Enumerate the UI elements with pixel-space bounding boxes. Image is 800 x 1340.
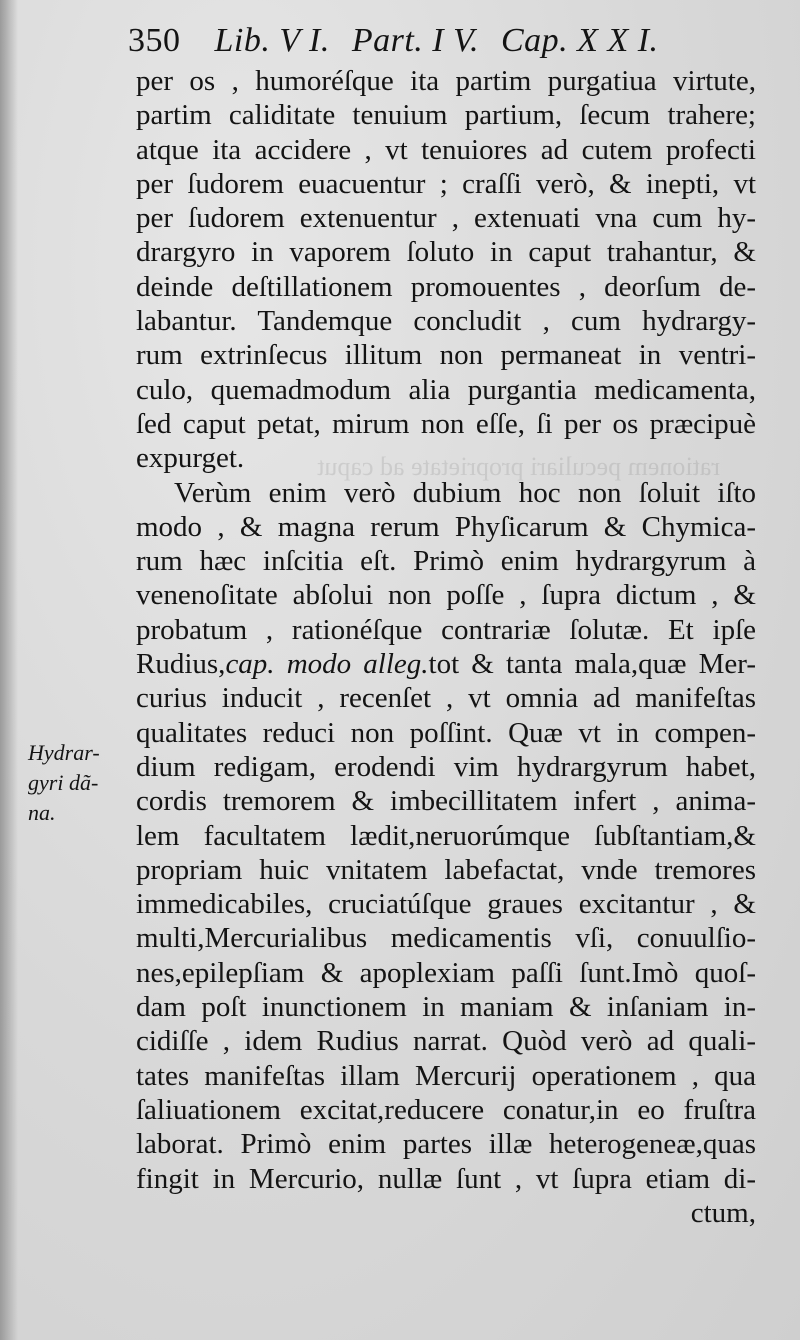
text-line: propriam huic vnitatem labefactat, vnde tremores	[136, 853, 756, 886]
text-line: nes,epilepſiam & apoplexiam paſſi ſunt.Imò quoſ-	[136, 956, 756, 989]
page-number: 350	[128, 22, 181, 59]
text-line: drargyro in vaporem ſoluto in caput trahantur, &	[136, 236, 756, 269]
text-line: curius inducit , recenſet , vt omnia ad manifeſtas	[136, 682, 756, 715]
text-line: cidiſſe , idem Rudius narrat. Quòd verò ad quali-	[136, 1025, 756, 1058]
text-line: rum extrinſecus illitum non permaneat in ventri-	[136, 339, 756, 372]
main-text-block	[136, 64, 756, 1230]
catchword-line: ctum,	[690, 1196, 756, 1229]
margin-note-line: Hydrar-	[28, 740, 100, 765]
text-line: ſed caput petat, mirum non eſſe, ſi per os præcipuè	[136, 407, 756, 440]
header-book: Lib. V I.	[214, 22, 330, 59]
text-line: dium redigam, erodendi vim hydrargyrum habet,	[136, 750, 756, 783]
paragraph-start-line: Verùm enim verò dubium hoc non ſoluit iſto	[174, 476, 756, 509]
text-line: multi,Mercurialibus medicamentis vſi, conuulſio-	[136, 922, 756, 955]
text-line: immedicabiles, cruciatúſque graues excitantur , &	[136, 888, 756, 921]
marginal-note	[28, 738, 128, 828]
text-line: partim caliditate tenuium partium, ſecum trahere;	[136, 99, 756, 132]
bleed-through-text: rationem peculiari proprietate ad caput	[317, 452, 720, 481]
text-line: atque ita accidere , vt tenuiores ad cutem profecti	[136, 133, 756, 166]
text-line: tates manifeſtas illam Mercurij operationem , qua	[136, 1059, 756, 1092]
text-line: rum hæc inſcitia eſt. Primò enim hydrargyrum à	[136, 545, 756, 578]
margin-note-line: gyri dã-	[28, 770, 99, 795]
citation-rest: tot & tanta mala,quæ Mer-	[428, 648, 756, 681]
binding-shadow	[0, 0, 18, 1340]
running-header	[128, 22, 688, 60]
text-line: expurget.	[136, 442, 245, 475]
text-line: per os , humoréſque ita partim purgatiua virtute,	[136, 65, 756, 97]
text-line: venenoſitate abſolui non poſſe , ſupra dictum , &	[136, 579, 756, 612]
text-line: ſaliuationem excitat,reducere conatur,in eo fruſtra	[136, 1093, 756, 1126]
citation-italic: cap. modo alleg.	[225, 648, 429, 681]
text-line: per ſudorem euacuentur ; craſſi verò, & inepti, vt	[136, 167, 756, 200]
text-line: dam poſt inunctionem in maniam & inſaniam in-	[136, 991, 756, 1024]
text-line: deinde deſtillationem promouentes , deorſum de-	[136, 270, 756, 303]
text-line: labantur. Tandemque concludit , cum hydrargy-	[136, 305, 756, 338]
margin-note-line: na.	[28, 800, 56, 825]
text-line: qualitates reduci non poſſint. Quæ vt in compen-	[136, 716, 756, 749]
citation-author: Rudius,	[136, 648, 226, 681]
text-line: probatum , rationéſque contrariæ ſolutæ. Et ipſe	[136, 613, 756, 646]
text-line: lem facultatem lædit,neruorúmque ſubſtantiam,&	[136, 819, 756, 852]
text-line: cordis tremorem & imbecillitatem infert , anima-	[136, 785, 756, 818]
text-line: per ſudorem extenuentur , extenuati vna cum hy-	[136, 202, 756, 235]
text-line: modo , & magna rerum Phyſicarum & Chymica-	[136, 510, 756, 543]
text-line: fingit in Mercurio, nullæ ſunt , vt ſupra etiam di-	[136, 1162, 756, 1195]
text-line: culo, quemadmodum alia purgantia medicamenta,	[136, 373, 756, 406]
header-part: Part. I V.	[351, 22, 479, 59]
header-chapter: Cap. X X I.	[501, 22, 659, 59]
text-line: laborat. Primò enim partes illæ heterogeneæ,quas	[136, 1128, 756, 1161]
text-line-citation	[136, 647, 756, 681]
